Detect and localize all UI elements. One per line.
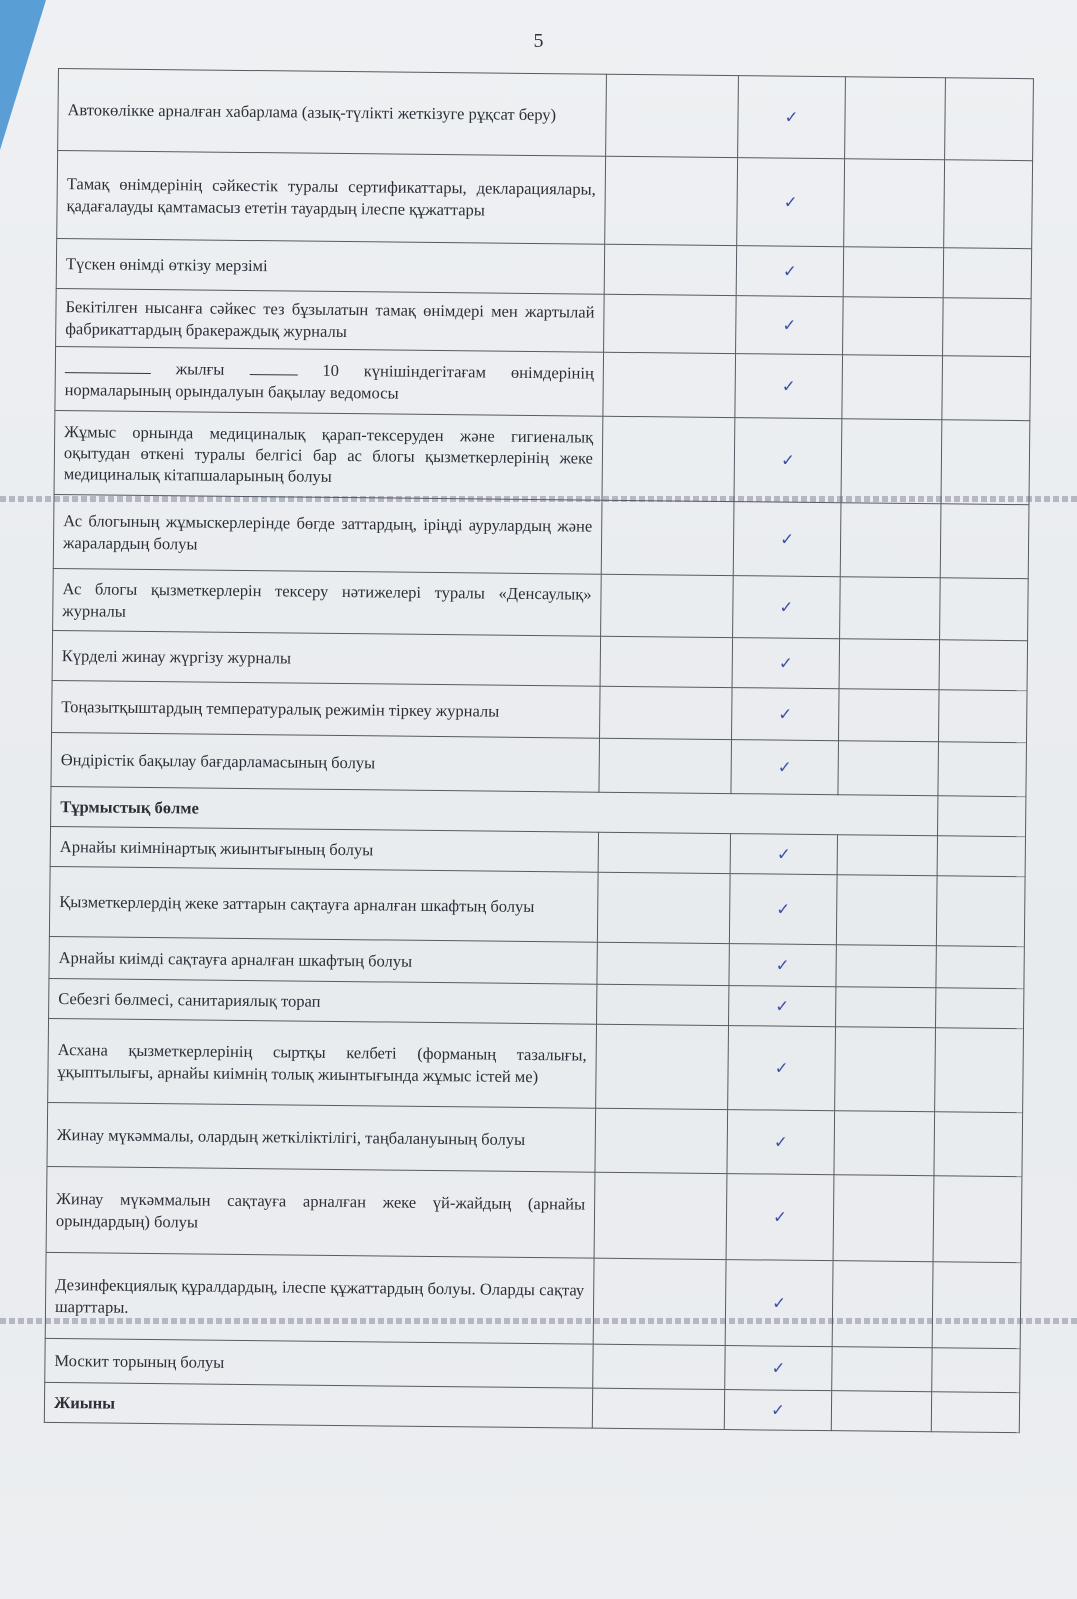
empty-cell[interactable] bbox=[844, 159, 945, 248]
empty-cell bbox=[601, 500, 734, 575]
empty-cell bbox=[602, 416, 735, 501]
item-text: жылғы bbox=[175, 359, 225, 380]
item-text: Ас блогының жұмыскерлерінде бөгде заттардың, іріңді аурулардың және жаралардың болуы bbox=[62, 511, 593, 553]
checkmark-icon: ✓ bbox=[775, 996, 790, 1016]
empty-cell bbox=[597, 984, 729, 1025]
checkmark-icon: ✓ bbox=[784, 107, 799, 127]
item-text: Тоңазытқыштардың температуралық режимін тіркеу журналы bbox=[61, 697, 500, 721]
empty-cell[interactable] bbox=[939, 640, 1028, 691]
empty-cell[interactable] bbox=[833, 1175, 934, 1262]
item-text: Арнайы киімнінартық жиынтығының болуы bbox=[59, 837, 374, 860]
item-description bbox=[56, 238, 604, 294]
empty-cell[interactable] bbox=[933, 1176, 1022, 1263]
item-description bbox=[49, 936, 597, 984]
empty-cell[interactable] bbox=[936, 876, 1025, 947]
item-description bbox=[53, 568, 602, 636]
empty-cell[interactable] bbox=[843, 297, 944, 356]
item-description bbox=[48, 1018, 597, 1108]
empty-cell[interactable] bbox=[831, 1391, 931, 1432]
empty-cell[interactable] bbox=[836, 987, 936, 1028]
check-cell[interactable] bbox=[730, 834, 837, 875]
check-cell[interactable] bbox=[732, 638, 840, 689]
table-row bbox=[48, 1018, 1024, 1112]
empty-cell[interactable] bbox=[840, 577, 941, 640]
check-cell[interactable] bbox=[726, 1174, 834, 1261]
checkmark-icon: ✓ bbox=[772, 1293, 787, 1313]
empty-cell bbox=[595, 1108, 728, 1173]
empty-cell[interactable] bbox=[943, 248, 1032, 299]
item-description bbox=[55, 346, 604, 416]
empty-cell bbox=[598, 832, 730, 873]
check-cell[interactable] bbox=[725, 1260, 833, 1347]
table-row bbox=[47, 1102, 1023, 1176]
empty-cell[interactable] bbox=[932, 1262, 1021, 1349]
empty-cell bbox=[593, 1344, 725, 1389]
empty-cell bbox=[596, 1024, 729, 1109]
empty-cell[interactable] bbox=[836, 875, 937, 946]
item-text: Дезинфекциялық құралдардың, ілеспе құжаттардың болуы. Оларды сақтау шарттары. bbox=[54, 1275, 585, 1317]
empty-cell[interactable] bbox=[945, 78, 1034, 161]
table-row bbox=[57, 151, 1033, 249]
checkmark-icon: ✓ bbox=[771, 1358, 786, 1378]
check-cell[interactable] bbox=[735, 354, 843, 419]
checkmark-icon: ✓ bbox=[776, 844, 791, 864]
item-description bbox=[46, 1166, 595, 1258]
empty-cell[interactable] bbox=[935, 988, 1023, 1029]
empty-cell[interactable] bbox=[845, 77, 946, 160]
item-text: Өндірістік бақылау бағдарламасының болуы bbox=[60, 750, 376, 773]
total-label bbox=[44, 1382, 592, 1428]
empty-cell[interactable] bbox=[841, 419, 942, 504]
checkmark-icon: ✓ bbox=[780, 450, 795, 470]
table-row bbox=[53, 568, 1029, 640]
blue-corner-decoration bbox=[0, 0, 46, 150]
check-cell[interactable] bbox=[725, 1346, 832, 1391]
table-row bbox=[45, 1252, 1021, 1348]
empty-cell[interactable] bbox=[838, 689, 939, 742]
checkmark-icon: ✓ bbox=[778, 704, 793, 724]
empty-cell bbox=[594, 1172, 727, 1259]
empty-cell bbox=[606, 74, 739, 157]
checkmark-icon: ✓ bbox=[783, 192, 798, 212]
empty-cell[interactable] bbox=[940, 578, 1029, 641]
check-cell[interactable] bbox=[734, 418, 842, 503]
year-blank-field[interactable] bbox=[65, 372, 151, 374]
check-cell[interactable] bbox=[729, 944, 836, 987]
empty-cell[interactable] bbox=[842, 355, 943, 420]
item-description bbox=[49, 978, 597, 1024]
checkmark-icon: ✓ bbox=[779, 597, 794, 617]
empty-cell bbox=[604, 244, 737, 295]
item-description bbox=[50, 826, 598, 872]
item-text: Арнайы киімді сақтауға арналған шкафтың болуы bbox=[58, 947, 413, 971]
checklist-table bbox=[44, 68, 1034, 1433]
item-text: Түскен өнімді өткізу мерзімі bbox=[65, 254, 268, 276]
empty-cell[interactable] bbox=[942, 356, 1031, 421]
check-cell[interactable] bbox=[733, 502, 841, 577]
item-description bbox=[47, 1102, 596, 1172]
table-row bbox=[54, 410, 1030, 504]
checkmark-icon: ✓ bbox=[781, 376, 796, 396]
item-description bbox=[58, 69, 607, 157]
empty-cell[interactable] bbox=[943, 298, 1032, 357]
empty-cell[interactable] bbox=[931, 1392, 1019, 1433]
empty-cell bbox=[597, 872, 730, 943]
item-text: Автокөлікке арналған хабарлама (азық-түлікті жеткізуге рұқсат беру) bbox=[67, 100, 557, 125]
empty-cell[interactable] bbox=[941, 420, 1030, 505]
checkmark-icon: ✓ bbox=[772, 1207, 788, 1227]
empty-cell[interactable] bbox=[936, 946, 1024, 989]
empty-cell[interactable] bbox=[935, 1028, 1024, 1113]
check-cell[interactable] bbox=[729, 874, 837, 945]
checkmark-icon: ✓ bbox=[773, 1132, 788, 1152]
check-cell[interactable] bbox=[738, 76, 846, 159]
check-cell[interactable] bbox=[736, 246, 844, 297]
table-row bbox=[53, 494, 1029, 578]
checkmark-icon: ✓ bbox=[774, 1058, 789, 1078]
item-text: Күрделі жинау жүргізу журналы bbox=[61, 646, 292, 668]
item-description bbox=[54, 410, 603, 500]
item-text: 10 күнішіндегітағам өнімдерінің нормаларының орындалуын бақылау ведомосы bbox=[64, 361, 594, 403]
checkmark-icon: ✓ bbox=[780, 529, 795, 549]
table-row bbox=[55, 346, 1031, 420]
empty-cell bbox=[604, 294, 737, 353]
item-text: Себезгі бөлмесі, санитариялық торап bbox=[58, 988, 321, 1011]
empty-cell[interactable] bbox=[834, 1111, 935, 1176]
empty-cell bbox=[600, 686, 733, 739]
empty-cell bbox=[938, 796, 1026, 837]
item-description bbox=[52, 680, 601, 738]
month-blank-field[interactable] bbox=[249, 374, 297, 376]
item-text: Жұмыс орнында медициналық қарап-тексеруден және гигиеналық оқытудан өткені туралы белгісі бар ас блогы қызметкерлерінің жеке медициналық кітапшаларының болуы bbox=[63, 421, 594, 486]
checkmark-icon: ✓ bbox=[776, 899, 791, 919]
check-cell[interactable] bbox=[736, 296, 844, 355]
empty-cell[interactable] bbox=[843, 247, 944, 298]
check-cell[interactable] bbox=[724, 1390, 831, 1431]
empty-cell[interactable] bbox=[938, 742, 1027, 797]
empty-cell bbox=[601, 574, 734, 637]
page-number: 5 bbox=[533, 30, 544, 52]
checkmark-icon: ✓ bbox=[775, 955, 790, 975]
empty-cell[interactable] bbox=[840, 503, 941, 578]
empty-cell[interactable] bbox=[934, 1112, 1023, 1177]
empty-cell bbox=[597, 942, 729, 985]
table-row bbox=[56, 288, 1032, 356]
empty-cell bbox=[603, 352, 736, 417]
checkmark-icon: ✓ bbox=[782, 261, 797, 281]
check-cell[interactable] bbox=[732, 688, 840, 741]
checkmark-icon: ✓ bbox=[770, 1400, 785, 1420]
checkmark-icon: ✓ bbox=[778, 653, 793, 673]
empty-cell[interactable] bbox=[839, 639, 940, 690]
table-row bbox=[49, 866, 1025, 946]
check-cell[interactable] bbox=[733, 576, 841, 639]
item-text: Жиыны bbox=[53, 1392, 116, 1413]
check-cell[interactable] bbox=[731, 740, 839, 795]
empty-cell bbox=[600, 636, 733, 687]
empty-cell[interactable] bbox=[937, 836, 1025, 877]
checkmark-icon: ✓ bbox=[782, 315, 797, 335]
item-text: Тамақ өнімдерінің сәйкестік туралы сертификаттары, декларациялары, қадағалауды қамтамасыз ететін тауардың ілеспе құжаттары bbox=[66, 174, 596, 219]
scan-artifact-stripe bbox=[0, 1318, 1077, 1324]
item-description bbox=[52, 630, 600, 686]
empty-cell[interactable] bbox=[944, 160, 1033, 249]
item-text: Жинау мүкәммалы, олардың жеткіліктілігі, таңбалануының болуы bbox=[56, 1124, 526, 1149]
check-cell[interactable] bbox=[737, 158, 845, 247]
empty-cell[interactable] bbox=[832, 1347, 932, 1392]
check-cell[interactable] bbox=[728, 1026, 836, 1111]
item-text: Қызметкерлердің жеке заттарын сақтауға арналған шкафтың болуы bbox=[59, 891, 535, 916]
empty-cell[interactable] bbox=[938, 690, 1027, 743]
table-row bbox=[58, 69, 1034, 161]
item-text: Бекітілген нысанға сәйкес тез бұзылатын тамақ өнімдері мен жартылай фабрикаттардың бракераждық журналы bbox=[65, 297, 595, 341]
scan-artifact-stripe bbox=[0, 496, 1077, 502]
table-row bbox=[46, 1166, 1022, 1262]
item-description bbox=[51, 732, 600, 792]
empty-cell bbox=[599, 738, 732, 793]
empty-cell[interactable] bbox=[837, 835, 937, 876]
empty-cell[interactable] bbox=[932, 1348, 1020, 1393]
check-cell[interactable] bbox=[727, 1110, 835, 1175]
item-description bbox=[53, 494, 602, 574]
item-description bbox=[57, 151, 606, 245]
item-description bbox=[49, 866, 598, 942]
item-text: Ас блогы қызметкерлерін тексеру нәтижелері туралы «Денсаулық» журналы bbox=[62, 579, 592, 621]
item-description bbox=[45, 1338, 593, 1388]
check-cell[interactable] bbox=[729, 986, 836, 1027]
empty-cell bbox=[605, 156, 738, 245]
empty-cell bbox=[593, 1258, 726, 1345]
empty-cell[interactable] bbox=[940, 504, 1029, 579]
empty-cell[interactable] bbox=[832, 1261, 933, 1348]
empty-cell[interactable] bbox=[836, 945, 936, 988]
item-text: Жинау мүкәммалын сақтауға арналған жеке үй-жайдың (арнайы орындардың) болуы bbox=[55, 1189, 586, 1232]
checkmark-icon: ✓ bbox=[777, 757, 792, 777]
item-text: Москит торының болуы bbox=[54, 1350, 225, 1372]
item-text: Тұрмыстық бөлме bbox=[60, 797, 199, 818]
item-text: Асхана қызметкерлерінің сыртқы келбеті (форманың тазалығы, ұқыптылығы, арнайы киімнің толық жиынтығында жұмыс істей ме) bbox=[57, 1040, 587, 1086]
empty-cell[interactable] bbox=[835, 1027, 936, 1112]
empty-cell bbox=[592, 1388, 724, 1429]
empty-cell[interactable] bbox=[838, 741, 939, 796]
item-description bbox=[56, 288, 605, 352]
item-description bbox=[45, 1252, 594, 1344]
